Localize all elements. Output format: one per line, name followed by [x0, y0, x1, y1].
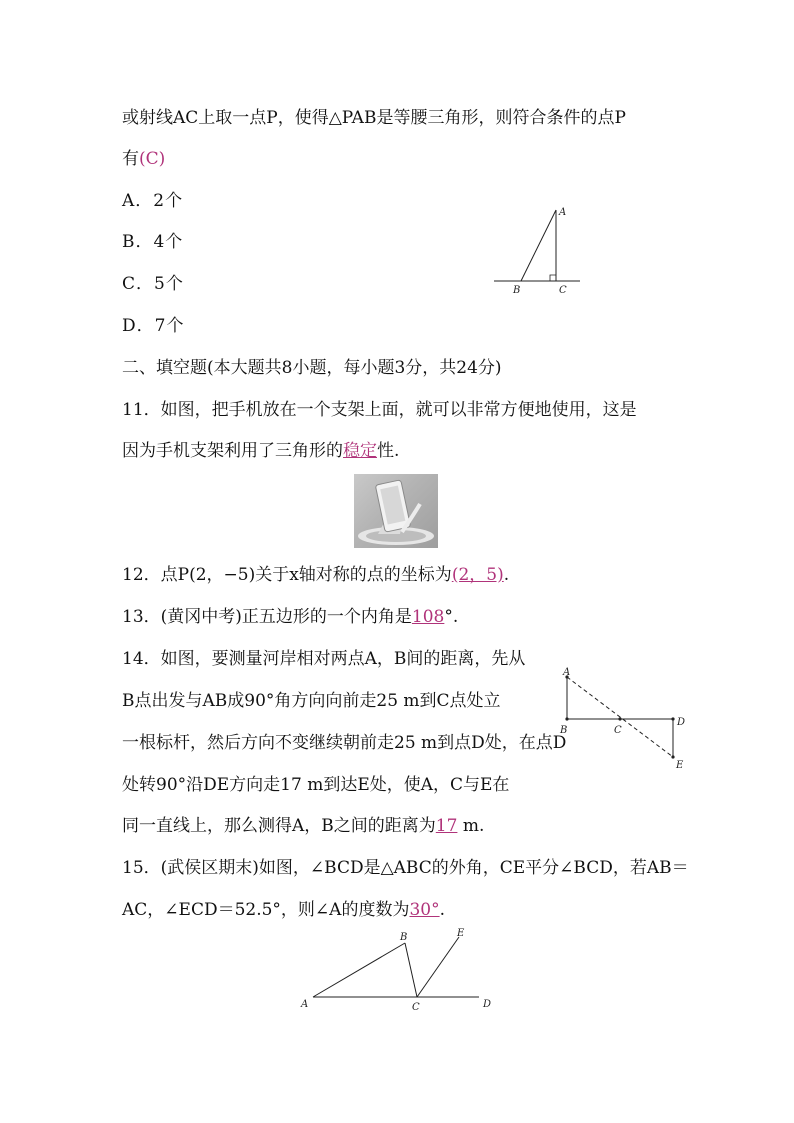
q10-option-b: B．4个 — [122, 232, 184, 252]
q15-label-a: A — [301, 999, 309, 1010]
q13-answer: 108 — [411, 607, 445, 627]
q14-label-b: B — [560, 725, 568, 736]
q11-answer: 稳定 — [343, 441, 377, 461]
q14-line1: 14．如图，要测量河岸相对两点A，B间的距离，先从 — [122, 649, 526, 669]
q14-label-a: A — [563, 667, 571, 678]
q10-option-d: D．7个 — [122, 316, 185, 336]
q14-label-e: E — [676, 760, 684, 771]
q14-suffix: m. — [457, 816, 485, 836]
q14-line5 — [122, 814, 484, 838]
q10-line2 — [122, 147, 165, 171]
q15-label-e: E — [457, 928, 465, 939]
q15-line2 — [122, 898, 445, 922]
q15-label-b: B — [400, 932, 408, 943]
q15-suffix: . — [439, 900, 445, 920]
q14-label-c: C — [614, 725, 622, 736]
q10-label-c: C — [559, 285, 567, 296]
q10-option-a: A．2个 — [122, 191, 184, 211]
q10-triangle-figure — [490, 200, 590, 300]
q14-prefix: 同一直线上，那么测得A，B之间的距离为 — [122, 816, 436, 836]
q15-exterior-angle-figure — [295, 925, 505, 1020]
q11-suffix: 性. — [377, 441, 400, 461]
q14-label-d: D — [677, 717, 686, 728]
q12-prefix: 12．点P(2，−5)关于x轴对称的点的坐标为 — [122, 565, 452, 585]
q13-prefix: 13．(黄冈中考)正五边形的一个内角是 — [122, 607, 412, 627]
q15-label-d: D — [483, 999, 492, 1010]
q12-line — [122, 563, 509, 587]
q13-suffix: °. — [444, 607, 459, 627]
q14-answer: 17 — [435, 816, 458, 836]
q15-line1: 15．(武侯区期末)如图，∠BCD是△ABC的外角，CE平分∠BCD，若AB＝ — [122, 858, 689, 878]
q10-label-b: B — [513, 285, 521, 296]
q13-line — [122, 605, 458, 629]
q12-answer: (2，5) — [451, 565, 504, 585]
q14-river-figure — [555, 665, 695, 775]
q14-line2: B点出发与AB成90°角方向向前走25 m到C点处立 — [122, 691, 501, 711]
q10-answer: (C) — [139, 149, 166, 169]
phone-stand-photo — [354, 474, 438, 548]
q11-line1: 11．如图，把手机放在一个支架上面，就可以非常方便地使用，这是 — [122, 400, 637, 420]
q11-line2 — [122, 439, 399, 463]
section2-heading: 二、填空题(本大题共8小题，每小题3分，共24分) — [122, 358, 502, 378]
q15-label-c: C — [412, 1002, 420, 1013]
q10-option-c: C．5个 — [122, 274, 184, 294]
q10-label-a: A — [559, 207, 567, 218]
q10-line1: 或射线AC上取一点P，使得△PAB是等腰三角形，则符合条件的点P — [122, 108, 626, 128]
q14-line3: 一根标杆，然后方向不变继续朝前走25 m到点D处，在点D — [122, 733, 567, 753]
q14-line4: 处转90°沿DE方向走17 m到达E处，使A，C与E在 — [122, 775, 510, 795]
q15-prefix: AC，∠ECD＝52.5°，则∠A的度数为 — [122, 900, 410, 920]
q11-prefix: 因为手机支架利用了三角形的 — [122, 441, 343, 461]
q12-suffix: . — [503, 565, 510, 585]
q10-prefix: 有 — [122, 149, 139, 169]
q15-answer: 30° — [409, 900, 440, 920]
